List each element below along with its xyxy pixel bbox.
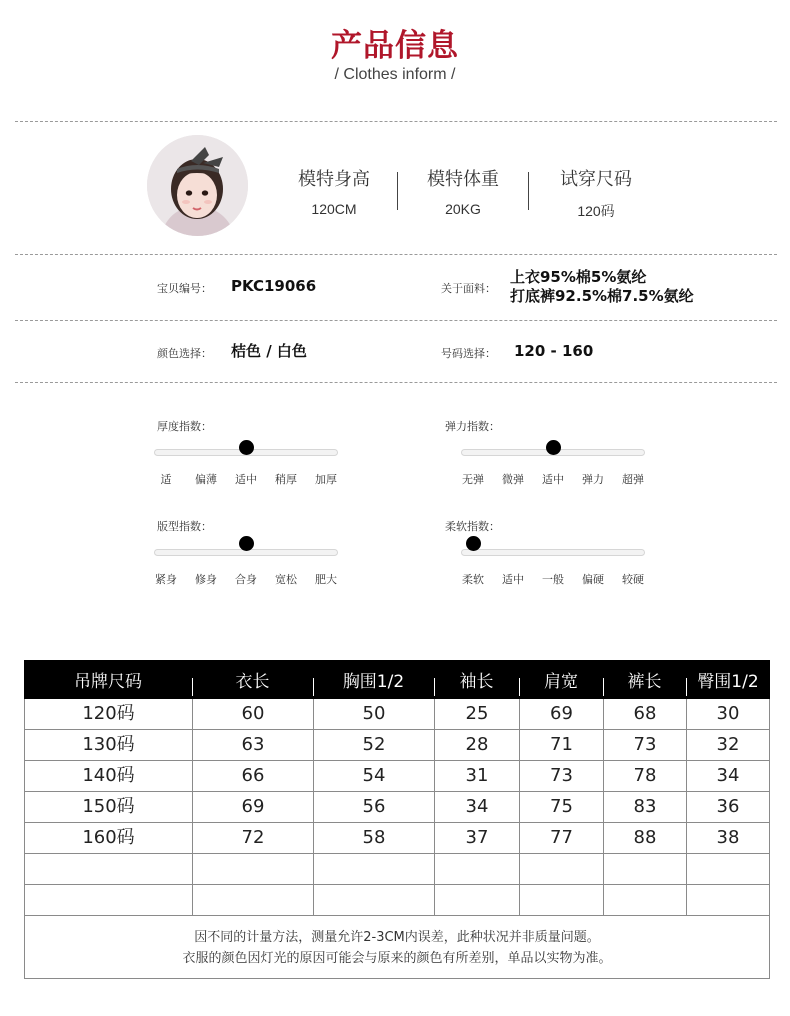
table-cell: 73 (603, 730, 686, 760)
divider (15, 382, 777, 383)
table-cell: 25 (434, 699, 519, 729)
table-cell (434, 885, 519, 915)
table-cell (686, 854, 770, 884)
separator (528, 172, 529, 210)
size-table-header (24, 660, 770, 699)
table-cell: 69 (519, 699, 603, 729)
size-range-label: 号码选择： (441, 347, 496, 360)
table-cell: 60 (192, 699, 313, 729)
softness-index-options (462, 571, 673, 586)
table-cell: 83 (603, 792, 686, 822)
table-cell: 52 (313, 730, 434, 760)
table-cell: 28 (434, 730, 519, 760)
table-row (24, 885, 770, 916)
table-row (24, 699, 770, 730)
table-cell (603, 854, 686, 884)
table-row (24, 730, 770, 761)
column-header: 吊牌尺码 (74, 672, 142, 692)
model-weight (403, 165, 523, 217)
item-number-label: 宝贝编号： (157, 282, 212, 295)
column-header: 袖长 (434, 667, 519, 692)
divider (15, 320, 777, 321)
color-value: 桔色 / 白色 (231, 342, 307, 360)
fit-index-title: 版型指数： (157, 520, 212, 533)
option-label: 偏硬 (582, 573, 604, 586)
table-cell (603, 885, 686, 915)
table-cell: 69 (192, 792, 313, 822)
table-cell: 75 (519, 792, 603, 822)
option-label: 适中 (502, 573, 524, 586)
fabric-line-1: 上衣95%棉5%氨纶 (510, 268, 647, 286)
model-weight-label: 模特体重 (427, 169, 499, 190)
table-cell: 56 (313, 792, 434, 822)
table-row (24, 792, 770, 823)
table-cell (24, 885, 192, 915)
option-label: 一般 (542, 573, 564, 586)
table-cell (519, 854, 603, 884)
elasticity-index-title: 弹力指数： (445, 420, 500, 433)
table-cell: 78 (603, 761, 686, 791)
note-line: 因不同的计量方法，测量允许2-3CM内误差，此种状况并非质量问题。 (194, 930, 600, 945)
table-cell: 54 (313, 761, 434, 791)
table-cell (313, 885, 434, 915)
table-cell: 50 (313, 699, 434, 729)
table-cell: 38 (686, 823, 770, 853)
table-cell: 58 (313, 823, 434, 853)
option-label: 适中 (235, 473, 257, 486)
table-cell: 77 (519, 823, 603, 853)
divider (15, 254, 777, 255)
page-title: 产品信息 (331, 28, 459, 64)
note-line: 衣服的颜色因灯光的原因可能会与原来的颜色有所差别，单品以实物为准。 (182, 951, 612, 966)
table-cell: 160码 (24, 823, 192, 853)
softness-index-track (461, 549, 645, 556)
table-cell: 34 (686, 761, 770, 791)
table-cell (434, 854, 519, 884)
thickness-index-options (160, 471, 366, 486)
page-subtitle: / Clothes inform / (334, 66, 456, 83)
table-cell: 68 (603, 699, 686, 729)
trial-size-value: 120码 (577, 203, 615, 219)
elasticity-index-options (462, 471, 673, 486)
option-label: 紧身 (155, 573, 177, 586)
trial-size-label: 试穿尺码 (560, 169, 632, 190)
softness-index-knob (466, 536, 481, 551)
elasticity-index-knob (546, 440, 561, 455)
column-header: 衣长 (192, 667, 313, 692)
option-label: 偏薄 (195, 473, 217, 486)
model-height (274, 165, 394, 217)
option-label: 宽松 (275, 573, 297, 586)
table-cell: 130码 (24, 730, 192, 760)
fit-index-knob (239, 536, 254, 551)
table-cell (192, 885, 313, 915)
trial-size (536, 165, 656, 221)
option-label: 稍厚 (275, 473, 297, 486)
option-label: 弹力 (582, 473, 604, 486)
table-cell: 73 (519, 761, 603, 791)
table-row (24, 761, 770, 792)
girl-portrait-icon (147, 135, 248, 236)
table-cell: 120码 (24, 699, 192, 729)
table-cell: 150码 (24, 792, 192, 822)
option-label: 较硬 (622, 573, 644, 586)
size-range-value: 120 - 160 (514, 342, 594, 360)
column-header: 臀围1/2 (686, 667, 770, 692)
model-height-label: 模特身高 (298, 169, 370, 190)
table-cell: 72 (192, 823, 313, 853)
table-cell (192, 854, 313, 884)
option-label: 适中 (542, 473, 564, 486)
size-table-body (24, 699, 770, 916)
table-cell: 66 (192, 761, 313, 791)
table-cell: 140码 (24, 761, 192, 791)
column-header: 胸围1/2 (313, 667, 434, 692)
option-label: 修身 (195, 573, 217, 586)
divider (15, 121, 777, 122)
column-header: 肩宽 (519, 667, 603, 692)
option-label: 微弹 (502, 473, 524, 486)
table-cell: 71 (519, 730, 603, 760)
option-label: 超弹 (622, 473, 644, 486)
model-weight-value: 20KG (445, 201, 481, 217)
table-cell: 37 (434, 823, 519, 853)
option-label: 适 (160, 473, 172, 486)
model-height-value: 120CM (311, 201, 357, 217)
thickness-index-knob (239, 440, 254, 455)
option-label: 肥大 (315, 573, 337, 586)
table-cell: 88 (603, 823, 686, 853)
option-label: 加厚 (315, 473, 337, 486)
option-label: 无弹 (462, 473, 484, 486)
fit-index-options (155, 571, 366, 586)
table-cell: 31 (434, 761, 519, 791)
color-label: 颜色选择： (157, 347, 212, 360)
table-cell (24, 854, 192, 884)
table-cell (519, 885, 603, 915)
separator (397, 172, 398, 210)
table-cell: 34 (434, 792, 519, 822)
fabric-line-2: 打底裤92.5%棉7.5%氨纶 (510, 287, 694, 305)
table-cell: 36 (686, 792, 770, 822)
table-cell (686, 885, 770, 915)
size-table (24, 660, 770, 979)
thickness-index-title: 厚度指数： (157, 420, 212, 433)
column-header: 裤长 (603, 667, 686, 692)
item-number-value: PKC19066 (231, 277, 317, 295)
option-label: 柔软 (462, 573, 484, 586)
table-cell: 32 (686, 730, 770, 760)
table-row (24, 854, 770, 885)
measurement-note (24, 916, 770, 979)
fabric-label: 关于面料： (441, 282, 496, 295)
table-cell: 63 (192, 730, 313, 760)
table-row (24, 823, 770, 854)
table-cell (313, 854, 434, 884)
option-label: 合身 (235, 573, 257, 586)
softness-index-title: 柔软指数： (445, 520, 500, 533)
table-cell: 30 (686, 699, 770, 729)
